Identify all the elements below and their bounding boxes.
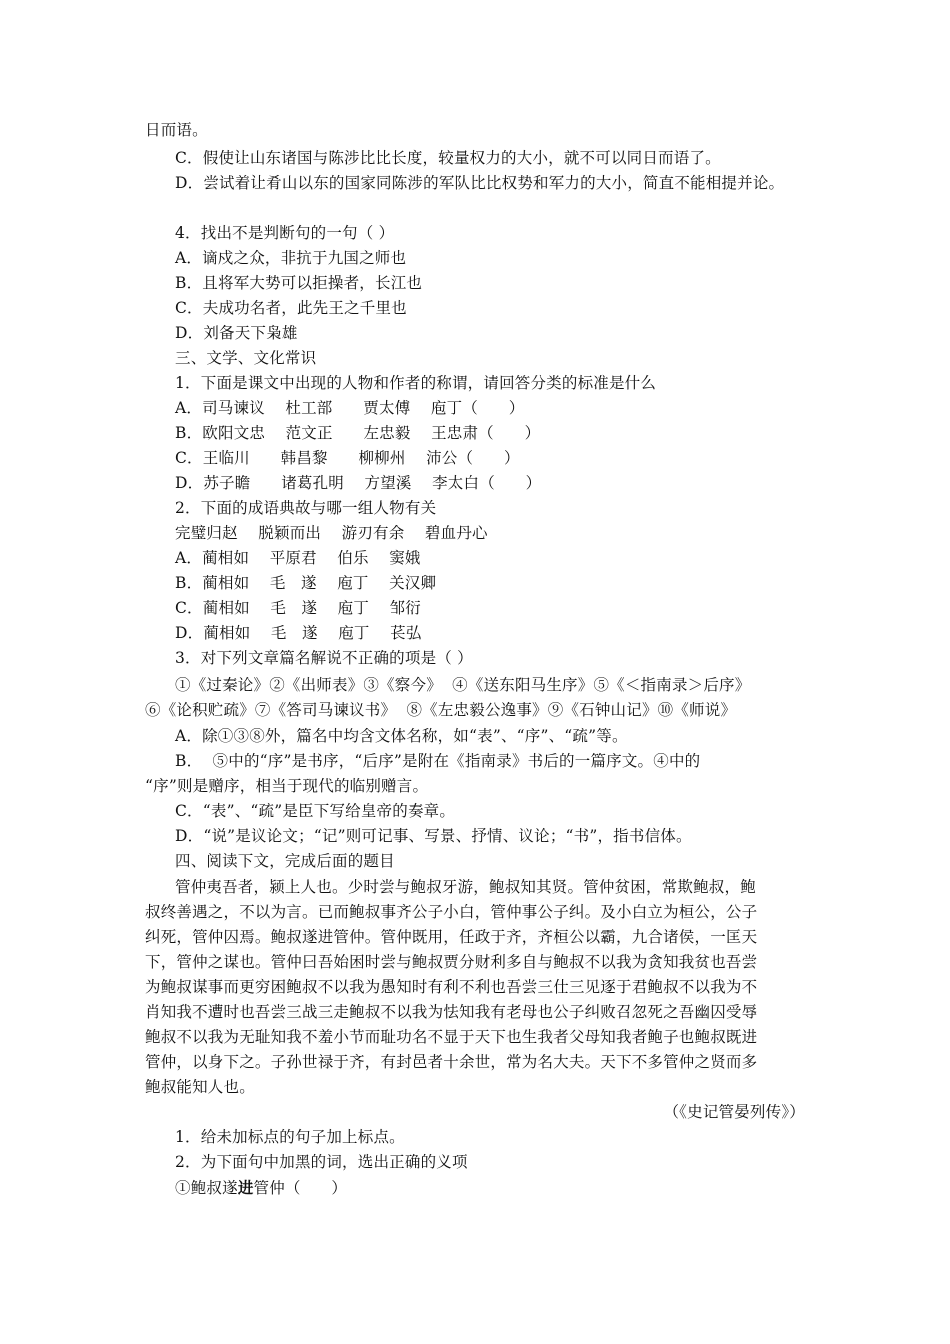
question-3: 3．对下列文章篇名解说不正确的项是（ ） (175, 649, 473, 667)
title-list: ⑥《论积贮疏》⑦《答司马谏议书》 ⑧《左忠毅公逸事》⑨《石钟山记》⑩《师说》 (145, 701, 737, 719)
passage-line: 下，管仲之谋也。管仲曰吾始困时尝与鲍叔贾分财利多自与鲍叔不以我为贪知我贫也吾尝 (145, 953, 758, 971)
option-b: B． ⑤中的“序”是书序，“后序”是附在《指南录》书后的一篇序文。④中的 (175, 752, 701, 770)
passage-line: 鲍叔不以我为无耻知我不羞小节而耻功名不显于天下也生我者父母知我者鲍子也鲍叔既进 (145, 1028, 758, 1046)
passage-line: 纠死，管仲囚焉。鲍叔遂进管仲。管仲既用，任政于齐，齐桓公以霸，九合诸侯，一匡天 (145, 928, 758, 946)
option-d: D．苏子瞻 诸葛孔明 方望溪 李太白（ ） (175, 474, 542, 492)
option-b: B．欧阳文忠 范文正 左忠毅 王忠肃（ ） (175, 424, 541, 442)
option-b: B．蔺相如 毛 遂 庖丁 关汉卿 (175, 574, 437, 592)
option-d: D．刘备天下枭雄 (175, 324, 298, 342)
passage-source: （《史记管晏列传》） (663, 1103, 805, 1121)
question-4: 4．找出不是判断句的一句（ ） (175, 224, 395, 242)
option-a: A．谪戍之众，非抗于九国之师也 (175, 249, 407, 267)
section-heading: 三、文学、文化常识 (175, 349, 317, 367)
option-d: D．“说”是议论文；“记”则可记事、写景、抒情、议论；“书”，指书信体。 (175, 827, 692, 845)
subquestion-1: 1．给未加标点的句子加上标点。 (175, 1128, 405, 1146)
passage-line: 鲍叔能知人也。 (145, 1078, 255, 1096)
text-line: 日而语。 (145, 121, 208, 139)
subquestion-2: 2．为下面句中加黑的词，选出正确的义项 (175, 1153, 468, 1171)
bold-word: 进 (237, 1178, 254, 1197)
option-a: A．蔺相如 平原君 伯乐 窦娥 (175, 549, 421, 567)
option-b-continued: “序”则是赠序，相当于现代的临别赠言。 (145, 777, 429, 795)
passage-line: 叔终善遇之，不以为言。已而鲍叔事齐公子小白，管仲事公子纠。及小白立为桓公，公子 (145, 903, 758, 921)
passage-line: 管仲夷吾者，颍上人也。少时尝与鲍叔牙游，鲍叔知其贤。管仲贫困，常欺鲍叔，鲍 (175, 878, 756, 896)
section-heading: 四、阅读下文，完成后面的题目 (175, 852, 395, 870)
question-2: 2．下面的成语典故与哪一组人物有关 (175, 499, 437, 517)
passage-line: 管仲，以身下之。子孙世禄于齐，有封邑者十余世，常为名大夫。天下不多管仲之贤而多 (145, 1053, 758, 1071)
option-c: C．夫成功名者，此先王之千里也 (175, 299, 407, 317)
passage-line: 为鲍叔谋事而更穷困鲍叔不以我为愚知时有利不利也吾尝三仕三见逐于君鲍叔不以我为不 (145, 978, 758, 996)
option-a: A．除①③⑧外，篇名中均含文体名称，如“表”、“序”、“疏”等。 (175, 727, 628, 745)
option-a: A．司马谏议 杜工部 贾太傅 庖丁（ ） (175, 399, 525, 417)
option-d: D．尝试着让肴山以东的国家同陈涉的军队比比权势和军力的大小，简直不能相提并论。 (175, 174, 785, 192)
idiom-list: 完璧归赵 脱颖而出 游刃有余 碧血丹心 (175, 524, 488, 542)
item-prefix: ①鲍叔遂 (175, 1179, 238, 1197)
option-b: B．且将军大势可以拒操者，长江也 (175, 274, 423, 292)
item-suffix: 管仲（ ） (253, 1179, 348, 1197)
option-d: D．蔺相如 毛 遂 庖丁 苌弘 (175, 624, 422, 642)
option-c: C．“表”、“疏”是臣下写给皇帝的奏章。 (175, 802, 456, 820)
passage-line: 肖知我不遭时也吾尝三战三走鲍叔不以我为怯知我有老母也公子纠败召忽死之吾幽囚受辱 (145, 1003, 758, 1021)
title-list: ①《过秦论》②《出师表》③《察今》 ④《送东阳马生序》⑤《＜指南录＞后序》 (175, 676, 751, 694)
option-c: C．蔺相如 毛 遂 庖丁 邹衍 (175, 599, 421, 617)
question-1: 1．下面是课文中出现的人物和作者的称谓，请回答分类的标准是什么 (175, 374, 657, 392)
option-c: C．王临川 韩昌黎 柳柳州 沛公（ ） (175, 449, 520, 467)
option-c: C．假使让山东诸国与陈涉比比长度，较量权力的大小，就不可以同日而语了。 (175, 149, 721, 167)
subquestion-item (175, 1175, 845, 1201)
